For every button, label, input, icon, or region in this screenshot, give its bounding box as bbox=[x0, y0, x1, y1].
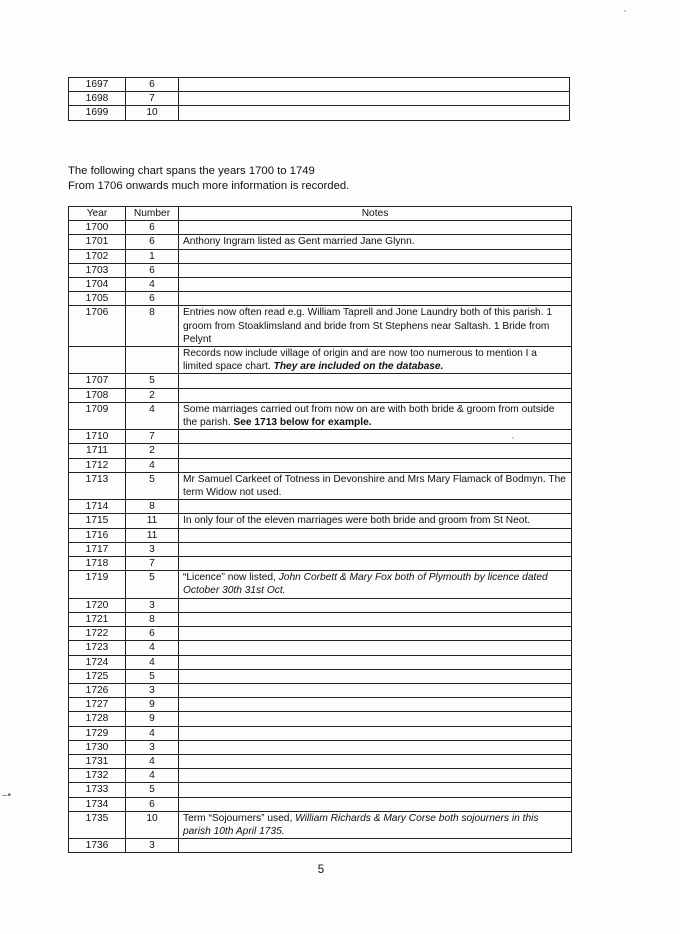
year-cell: 1703 bbox=[69, 263, 126, 277]
notes-emphasis: They are included on the database. bbox=[273, 361, 444, 373]
number-cell: 4 bbox=[126, 641, 179, 655]
table-row bbox=[69, 783, 572, 797]
notes-cell bbox=[179, 388, 572, 402]
notes-cell bbox=[179, 458, 572, 472]
number-cell: 2 bbox=[126, 444, 179, 458]
number-cell: 4 bbox=[126, 402, 179, 429]
notes-italic-text: John Corbett & Mary Fox both of Plymouth by licence dated October 30th 31st Oct. bbox=[183, 572, 548, 597]
number-cell: 6 bbox=[126, 78, 179, 92]
year-cell: 1723 bbox=[69, 641, 126, 655]
year-cell: 1727 bbox=[69, 698, 126, 712]
year-cell: 1711 bbox=[69, 444, 126, 458]
notes-cell bbox=[179, 641, 572, 655]
notes-text: Mr Samuel Carkeet of Totness in Devonshire and Mrs Mary Flamack of Bodmyn. The term Widow not used. bbox=[183, 473, 566, 499]
table-row bbox=[69, 78, 570, 92]
notes-cell bbox=[179, 292, 572, 306]
year-cell: 1718 bbox=[69, 557, 126, 571]
number-cell: 5 bbox=[126, 571, 179, 598]
year-cell: 1713 bbox=[69, 472, 126, 499]
year-cell: 1734 bbox=[69, 797, 126, 811]
notes-cell bbox=[179, 221, 572, 235]
scan-speck bbox=[624, 10, 626, 12]
table-row bbox=[69, 655, 572, 669]
number-cell: 4 bbox=[126, 278, 179, 292]
notes-cell bbox=[179, 528, 572, 542]
notes-text: Some marriages carried out from now on are with both bride & groom from outside the parish. bbox=[183, 403, 555, 429]
number-cell: 5 bbox=[126, 669, 179, 683]
notes-text: Records now include village of origin and are now too numerous to mention I a limited space chart. bbox=[183, 348, 537, 373]
intro-line-2: From 1706 onwards much more information is recorded. bbox=[68, 180, 350, 192]
notes-cell bbox=[179, 655, 572, 669]
notes-cell bbox=[179, 669, 572, 683]
number-cell: 3 bbox=[126, 839, 179, 853]
notes-cell bbox=[179, 472, 572, 499]
notes-cell bbox=[179, 500, 572, 514]
table-row bbox=[69, 839, 572, 853]
table-row bbox=[69, 500, 572, 514]
table-row bbox=[69, 557, 572, 571]
number-cell: 4 bbox=[126, 458, 179, 472]
notes-italic-text: William Richards & Mary Corse both sojourners in this parish 10th April 1735. bbox=[183, 812, 539, 837]
page-number: 5 bbox=[317, 864, 325, 876]
notes-cell bbox=[179, 839, 572, 853]
table-row bbox=[69, 712, 572, 726]
year-cell: 1726 bbox=[69, 683, 126, 697]
number-cell: 11 bbox=[126, 528, 179, 542]
year-cell: 1725 bbox=[69, 669, 126, 683]
notes-cell bbox=[179, 514, 572, 528]
table-row bbox=[69, 263, 572, 277]
notes-cell bbox=[179, 249, 572, 263]
year-cell: 1710 bbox=[69, 430, 126, 444]
number-cell: 9 bbox=[126, 698, 179, 712]
year-cell: 1722 bbox=[69, 627, 126, 641]
year-cell: 1701 bbox=[69, 235, 126, 249]
notes-cell bbox=[179, 542, 572, 556]
table-row bbox=[69, 374, 572, 388]
table-row bbox=[69, 458, 572, 472]
number-cell: 5 bbox=[126, 783, 179, 797]
table-row bbox=[69, 444, 572, 458]
year-cell: 1716 bbox=[69, 528, 126, 542]
table-header-row bbox=[69, 207, 572, 221]
year-cell: 1708 bbox=[69, 388, 126, 402]
number-cell: 2 bbox=[126, 388, 179, 402]
year-cell: 1709 bbox=[69, 402, 126, 429]
year-cell: 1720 bbox=[69, 598, 126, 612]
table-row bbox=[69, 235, 572, 249]
table-row bbox=[69, 221, 572, 235]
number-cell: 10 bbox=[126, 106, 179, 120]
notes-cell bbox=[179, 557, 572, 571]
marriages-table-1700-1749 bbox=[68, 206, 572, 853]
notes-cell bbox=[179, 712, 572, 726]
year-cell: 1719 bbox=[69, 571, 126, 598]
year-cell: 1724 bbox=[69, 655, 126, 669]
year-cell bbox=[69, 347, 126, 374]
notes-text: Entries now often read e.g. William Taprell and Jone Laundry both of this parish. 1 groom from Stoaklimsland and bride from St Stephens near Saltash. 1 Bride from Pelynt bbox=[183, 307, 553, 345]
notes-cell bbox=[179, 347, 572, 374]
table-row bbox=[69, 402, 572, 429]
year-cell: 1707 bbox=[69, 374, 126, 388]
number-cell: 4 bbox=[126, 754, 179, 768]
number-cell: 6 bbox=[126, 627, 179, 641]
year-cell: 1715 bbox=[69, 514, 126, 528]
notes-cell bbox=[179, 811, 572, 838]
notes-text: In only four of the eleven marriages were both bride and groom from St Neot. bbox=[183, 515, 531, 527]
year-cell: 1704 bbox=[69, 278, 126, 292]
number-cell: 4 bbox=[126, 726, 179, 740]
table-row bbox=[69, 292, 572, 306]
number-cell: 11 bbox=[126, 514, 179, 528]
year-cell: 1735 bbox=[69, 811, 126, 838]
year-cell: 1702 bbox=[69, 249, 126, 263]
notes-cell bbox=[179, 612, 572, 626]
year-cell: 1697 bbox=[69, 78, 126, 92]
table-row bbox=[69, 754, 572, 768]
year-cell: 1730 bbox=[69, 740, 126, 754]
table-row bbox=[69, 542, 572, 556]
table-row bbox=[69, 811, 572, 838]
header-notes: Notes bbox=[179, 207, 572, 221]
number-cell: 1 bbox=[126, 249, 179, 263]
number-cell: 9 bbox=[126, 712, 179, 726]
notes-cell bbox=[179, 306, 572, 347]
table-row bbox=[69, 683, 572, 697]
number-cell: 8 bbox=[126, 306, 179, 347]
table-row bbox=[69, 669, 572, 683]
notes-cell bbox=[179, 278, 572, 292]
table-row bbox=[69, 347, 572, 374]
notes-cell bbox=[179, 78, 570, 92]
number-cell: 7 bbox=[126, 92, 179, 106]
notes-cell bbox=[179, 740, 572, 754]
year-cell: 1732 bbox=[69, 769, 126, 783]
notes-cell bbox=[179, 235, 572, 249]
notes-text: Anthony Ingram listed as Gent married Jane Glynn. bbox=[183, 236, 415, 248]
notes-cell bbox=[179, 92, 570, 106]
year-cell: 1714 bbox=[69, 500, 126, 514]
table-row bbox=[69, 306, 572, 347]
notes-cell bbox=[179, 769, 572, 783]
header-year: Year bbox=[69, 207, 126, 221]
year-cell: 1700 bbox=[69, 221, 126, 235]
table-row bbox=[69, 92, 570, 106]
year-cell: 1705 bbox=[69, 292, 126, 306]
year-cell: 1731 bbox=[69, 754, 126, 768]
year-cell: 1717 bbox=[69, 542, 126, 556]
number-cell: 3 bbox=[126, 683, 179, 697]
table-row bbox=[69, 514, 572, 528]
year-cell: 1698 bbox=[69, 92, 126, 106]
number-cell: 6 bbox=[126, 235, 179, 249]
table-row bbox=[69, 388, 572, 402]
header-number: Number bbox=[126, 207, 179, 221]
table-row bbox=[69, 627, 572, 641]
number-cell: 10 bbox=[126, 811, 179, 838]
table-row bbox=[69, 641, 572, 655]
number-cell: 4 bbox=[126, 769, 179, 783]
table-row bbox=[69, 726, 572, 740]
marriages-table-body bbox=[69, 221, 572, 853]
number-cell: 6 bbox=[126, 292, 179, 306]
table-row bbox=[69, 430, 572, 444]
number-cell: 3 bbox=[126, 740, 179, 754]
notes-cell bbox=[179, 263, 572, 277]
table-row bbox=[69, 472, 572, 499]
scan-speck bbox=[512, 437, 514, 439]
number-cell: 4 bbox=[126, 655, 179, 669]
notes-emphasis: See 1713 below for example. bbox=[233, 417, 372, 429]
notes-cell bbox=[179, 374, 572, 388]
number-cell: 7 bbox=[126, 430, 179, 444]
number-cell: 5 bbox=[126, 374, 179, 388]
year-cell: 1721 bbox=[69, 612, 126, 626]
number-cell: 5 bbox=[126, 472, 179, 499]
table-row bbox=[69, 740, 572, 754]
number-cell: 7 bbox=[126, 557, 179, 571]
notes-cell bbox=[179, 754, 572, 768]
number-cell: 6 bbox=[126, 221, 179, 235]
year-cell: 1728 bbox=[69, 712, 126, 726]
table-row bbox=[69, 106, 570, 120]
notes-cell bbox=[179, 402, 572, 429]
number-cell: 3 bbox=[126, 542, 179, 556]
year-cell: 1699 bbox=[69, 106, 126, 120]
number-cell: 3 bbox=[126, 598, 179, 612]
notes-cell bbox=[179, 444, 572, 458]
number-cell: 8 bbox=[126, 612, 179, 626]
number-cell: 6 bbox=[126, 797, 179, 811]
table-row bbox=[69, 598, 572, 612]
table-row bbox=[69, 528, 572, 542]
table-row bbox=[69, 278, 572, 292]
year-cell: 1736 bbox=[69, 839, 126, 853]
notes-cell bbox=[179, 726, 572, 740]
notes-cell bbox=[179, 627, 572, 641]
notes-cell bbox=[179, 571, 572, 598]
intro-line-1: The following chart spans the years 1700 to 1749 bbox=[68, 165, 315, 177]
margin-mark: –• bbox=[2, 790, 12, 801]
notes-text: Term “Sojourners” used, bbox=[183, 812, 296, 824]
table-row bbox=[69, 797, 572, 811]
chart-intro bbox=[68, 164, 349, 194]
notes-cell bbox=[179, 106, 570, 120]
table-row bbox=[69, 571, 572, 598]
table-row bbox=[69, 698, 572, 712]
table-row bbox=[69, 769, 572, 783]
notes-cell bbox=[179, 683, 572, 697]
notes-cell bbox=[179, 797, 572, 811]
year-cell: 1706 bbox=[69, 306, 126, 347]
notes-cell bbox=[179, 598, 572, 612]
notes-text: “Licence” now listed, bbox=[183, 572, 279, 584]
records-table-1697-1699 bbox=[68, 77, 570, 121]
year-cell: 1712 bbox=[69, 458, 126, 472]
year-cell: 1733 bbox=[69, 783, 126, 797]
number-cell: 8 bbox=[126, 500, 179, 514]
table-row bbox=[69, 249, 572, 263]
notes-cell bbox=[179, 783, 572, 797]
number-cell bbox=[126, 347, 179, 374]
notes-cell bbox=[179, 698, 572, 712]
records-table-body bbox=[69, 78, 570, 121]
year-cell: 1729 bbox=[69, 726, 126, 740]
table-row bbox=[69, 612, 572, 626]
number-cell: 6 bbox=[126, 263, 179, 277]
